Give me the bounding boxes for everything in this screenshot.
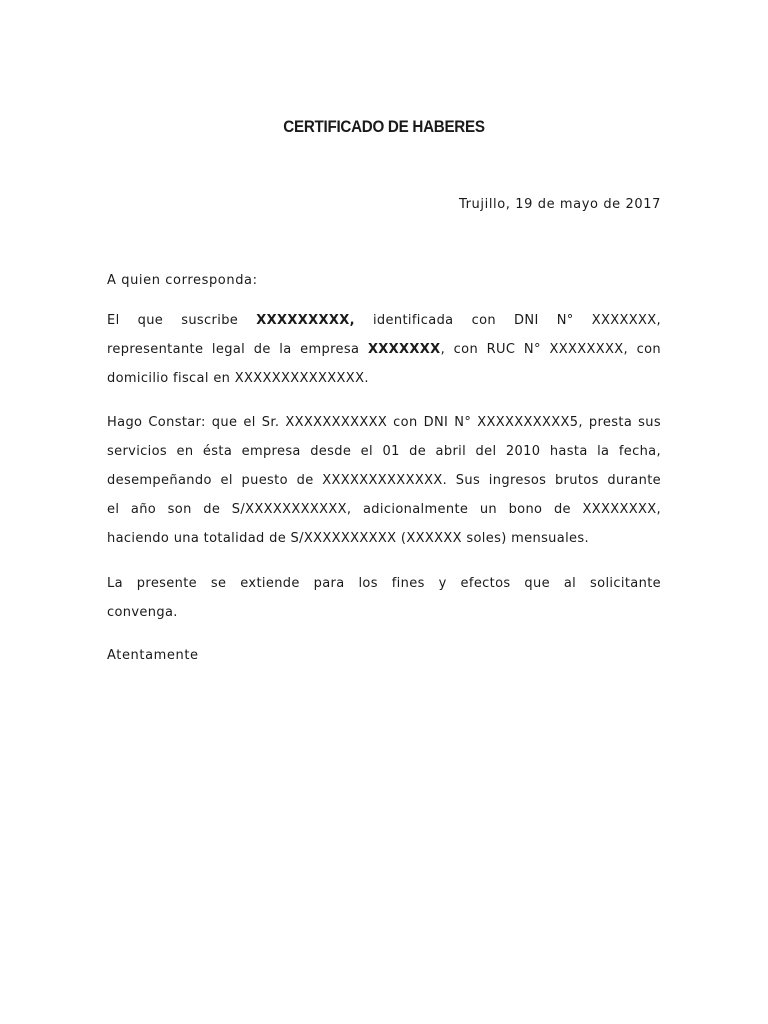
signatory-name: XXXXXXXXX,	[256, 313, 355, 328]
salutation: A quien corresponda:	[107, 273, 258, 288]
paragraph-line: servicios en ésta empresa desde el 01 de abril del 2010 hasta la fecha,	[107, 444, 661, 459]
date-line: Trujillo, 19 de mayo de 2017	[458, 197, 661, 212]
paragraph-line: Hago Constar: que el Sr. XXXXXXXXXXX con DNI N° XXXXXXXXXX5, presta sus	[107, 415, 661, 430]
paragraph-line: desempeñando el puesto de XXXXXXXXXXXXX. Sus ingresos brutos durante	[107, 473, 661, 488]
company-name: XXXXXXX	[367, 342, 441, 357]
paragraph-line: convenga.	[107, 605, 178, 620]
paragraph-line: el año son de S/XXXXXXXXXXX, adicionalmente un bono de XXXXXXXX,	[107, 502, 661, 517]
paragraph-line: domicilio fiscal en XXXXXXXXXXXXXX.	[107, 371, 369, 386]
text-segment: representante legal de la empresa	[107, 342, 368, 357]
text-segment: , con RUC N° XXXXXXXX, con	[440, 342, 661, 357]
closing: Atentamente	[107, 648, 199, 663]
paragraph-line	[107, 306, 661, 335]
paragraph-certification	[107, 408, 661, 553]
paragraph-line: haciendo una totalidad de S/XXXXXXXXXX (XXXXXX soles) mensuales.	[107, 531, 590, 546]
paragraph-purpose	[107, 569, 661, 627]
paragraph-line: La presente se extiende para los fines y efectos que al solicitante	[107, 576, 661, 591]
text-segment: identificada con DNI N° XXXXXXX,	[354, 313, 661, 328]
document-title: CERTIFICADO DE HABERES	[283, 118, 485, 136]
paragraph-signatory	[107, 306, 661, 393]
document-page	[107, 0, 661, 1024]
paragraph-line	[107, 335, 661, 364]
text-segment: El que suscribe	[107, 313, 257, 328]
